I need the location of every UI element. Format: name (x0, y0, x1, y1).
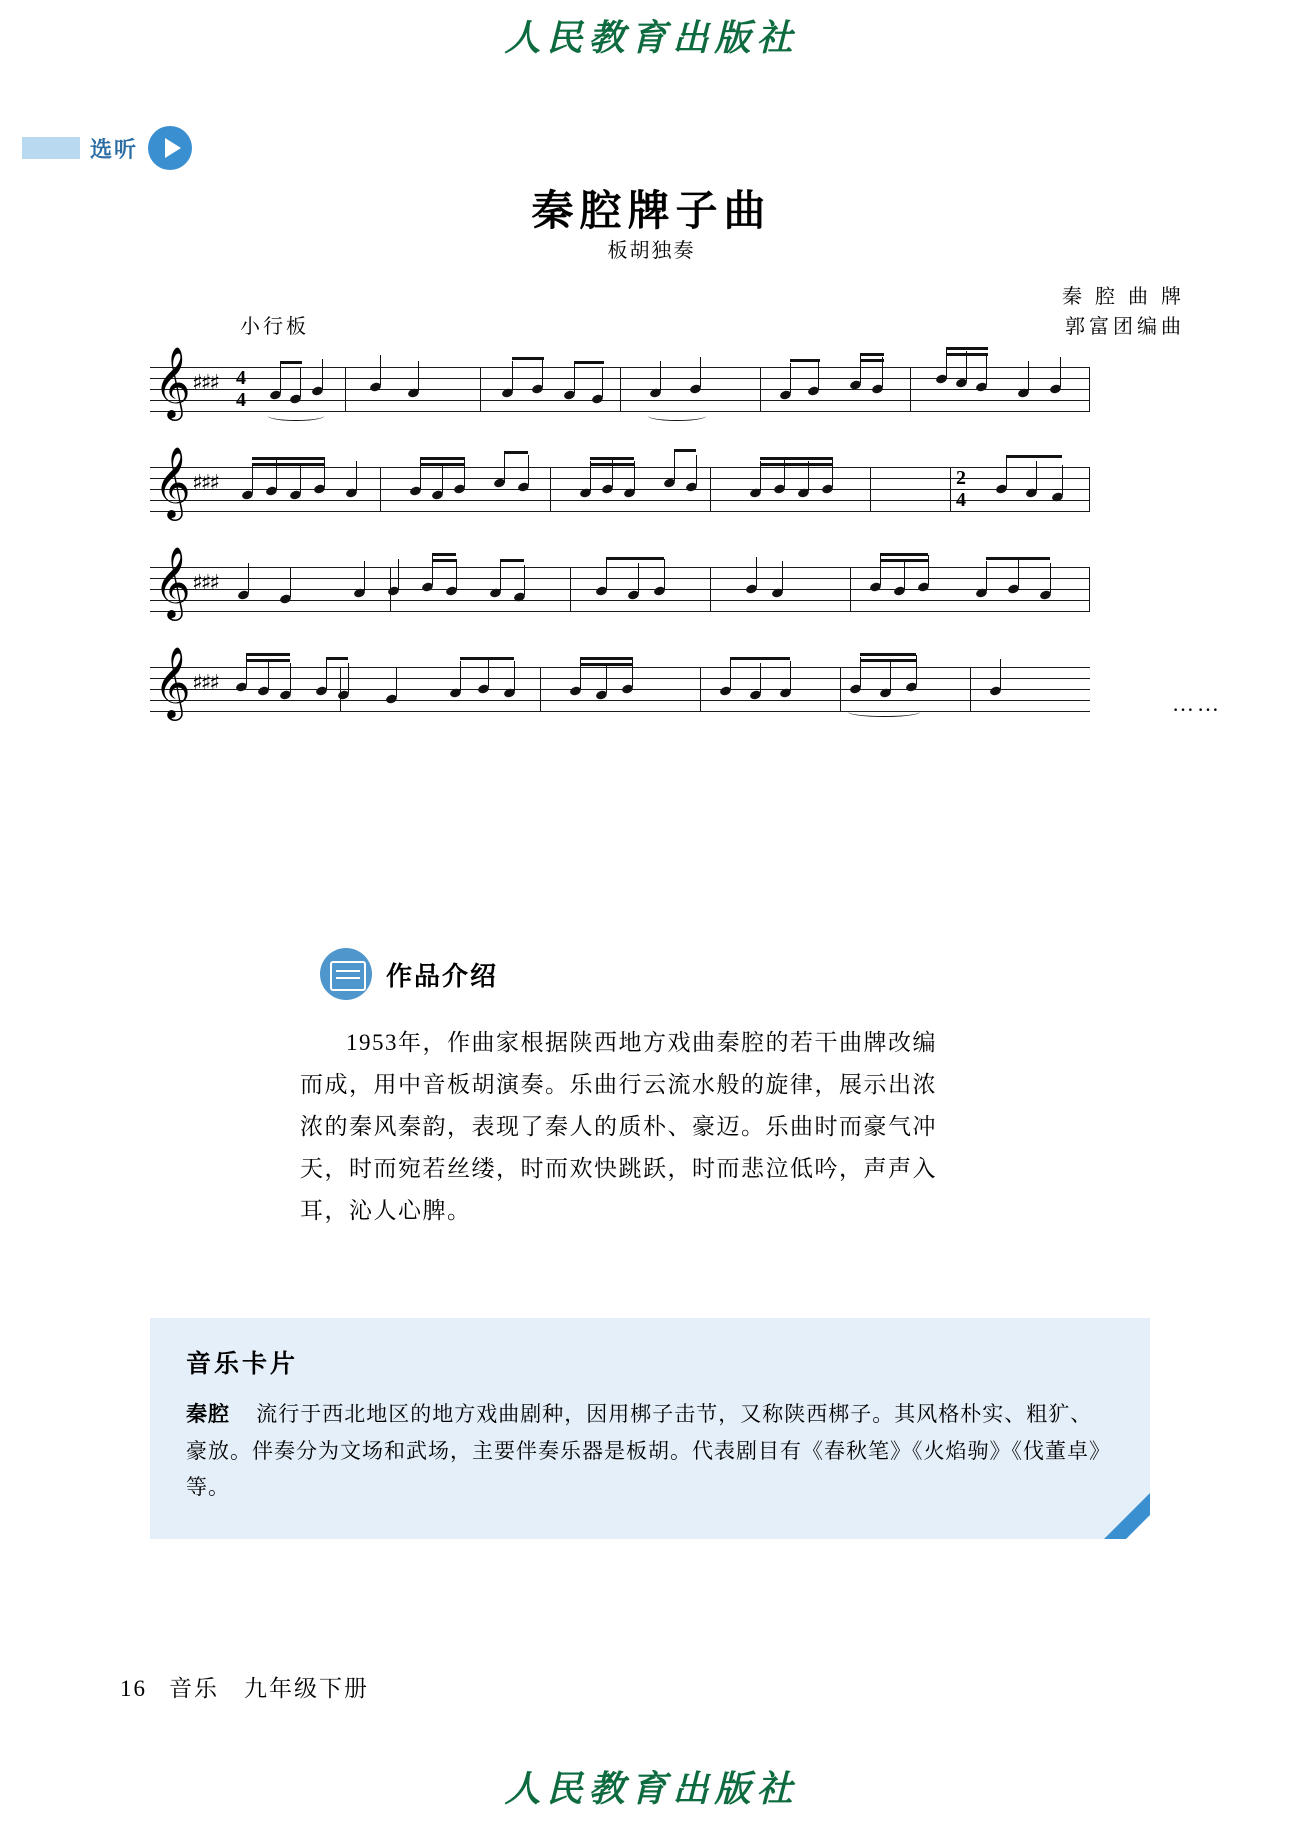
publisher-logo-top: 人民教育出版社 (504, 18, 799, 58)
music-card-title: 音乐卡片 (186, 1350, 299, 1378)
credit-line-1: 秦 腔 曲 牌 (1062, 286, 1185, 308)
book-title: 音乐 九年级下册 (169, 1676, 369, 1701)
section-tag-bar (22, 137, 80, 159)
staff-row (150, 645, 1222, 745)
tempo-marking: 小行板 (240, 316, 309, 338)
treble-clef-icon: 𝄞 (154, 345, 191, 418)
time-signature: 4 4 (236, 367, 246, 411)
music-card-term: 秦腔 (186, 1403, 230, 1426)
key-signature: ♯♯♯ (192, 371, 218, 396)
scroll-icon (320, 948, 372, 1000)
staff-lines (150, 467, 1090, 511)
treble-clef-icon: 𝄞 (154, 645, 191, 718)
key-signature: ♯♯♯ (192, 671, 218, 696)
section-tag-label: 选听 (90, 136, 139, 162)
song-subtitle: 板胡独奏 (607, 240, 696, 262)
page-footer (120, 1670, 369, 1703)
song-title: 秦腔牌子曲 (531, 189, 772, 235)
key-signature: ♯♯♯ (192, 471, 218, 496)
intro-title: 作品介绍 (386, 960, 499, 991)
time-signature-change: 2 4 (956, 467, 966, 511)
section-tag (22, 125, 192, 171)
intro-body: 1953年，作曲家根据陕西地方戏曲秦腔的若干曲牌改编而成，用中音板胡演奏。乐曲行云流水般的旋律，展示出浓浓的秦风秦韵，表现了秦人的质朴、豪迈。乐曲时而豪气冲天，时而宛若丝缕，时而欢快跳跃，时而悲泣低吟，声声入耳，沁人心脾。 (300, 1030, 937, 1223)
music-card-body (186, 1396, 1114, 1505)
staff-row (150, 545, 1160, 645)
credit-line-2: 郭富团编曲 (1065, 316, 1185, 338)
treble-clef-icon: 𝄞 (154, 445, 191, 518)
treble-clef-icon: 𝄞 (154, 545, 191, 618)
card-corner-notch (1126, 1515, 1150, 1539)
staff-row (150, 445, 1160, 545)
play-icon[interactable] (148, 126, 192, 170)
music-card (150, 1318, 1150, 1539)
song-credits (1062, 282, 1185, 342)
intro-heading (320, 948, 498, 1000)
score-continuation: …… (1172, 691, 1222, 716)
music-score (150, 345, 1222, 745)
publisher-logo-bottom: 人民教育出版社 (504, 1769, 799, 1809)
key-signature: ♯♯♯ (192, 571, 218, 596)
page-number: 16 (120, 1676, 147, 1701)
staff-row (150, 345, 1160, 445)
music-card-description: 流行于西北地区的地方戏曲剧种，因用梆子击节，又称陕西梆子。其风格朴实、粗犷、豪放。伴奏分为文场和武场，主要伴奏乐器是板胡。代表剧目有《春秋笔》《火焰驹》《伐董卓》等。 (186, 1402, 1111, 1499)
